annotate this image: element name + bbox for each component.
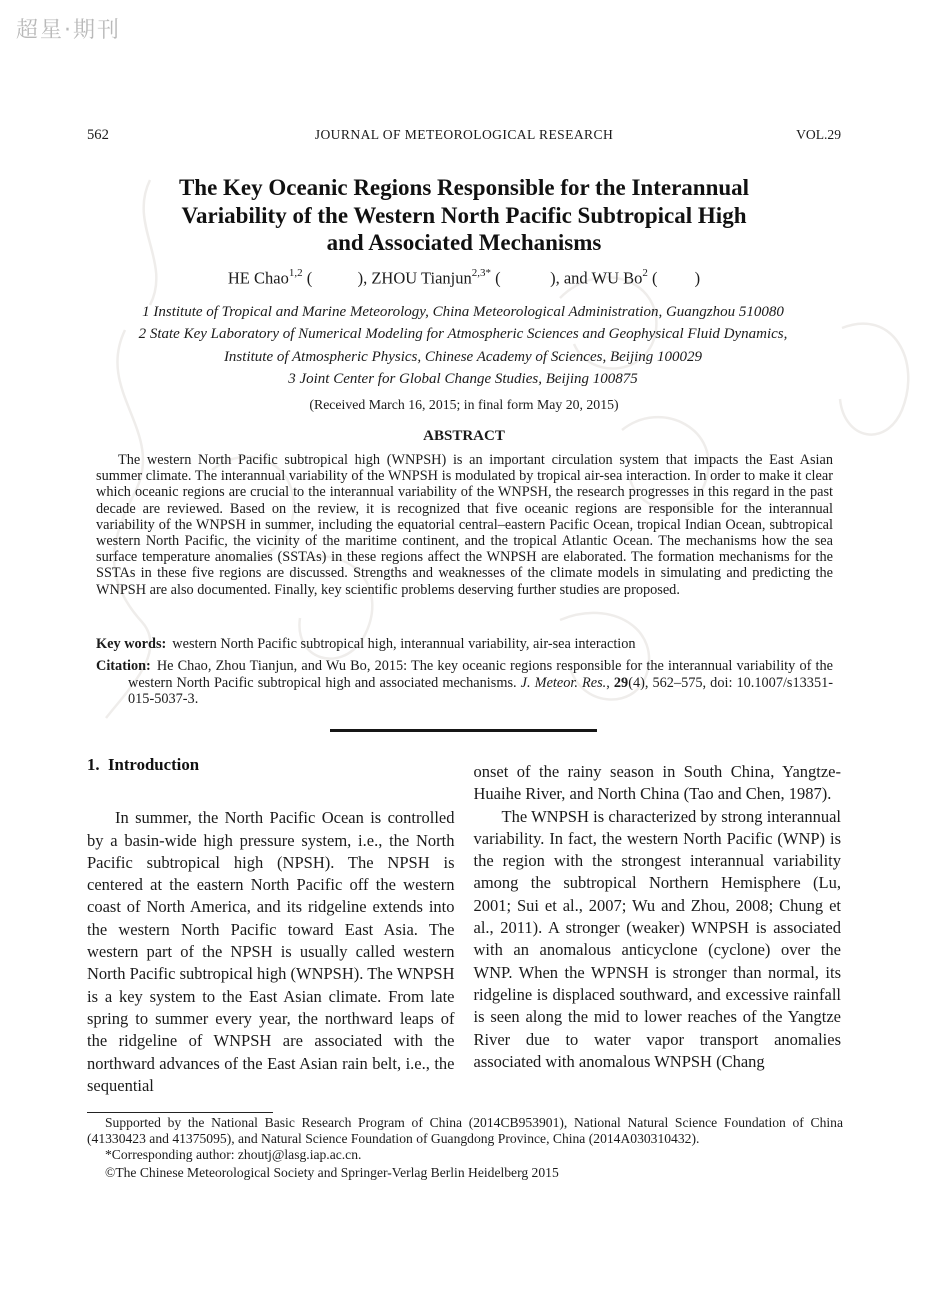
copyright-footnote: ©The Chinese Meteorological Society and Springer-Verlag Berlin Heidelberg 2015 <box>105 1165 559 1181</box>
volume-label: VOL.29 <box>796 127 841 142</box>
affiliation-3: 3 Joint Center for Global Change Studies, Beijing 100875 <box>288 371 638 388</box>
author-2-paren: ( ), and <box>490 268 592 288</box>
right-column <box>474 754 842 1097</box>
article-title-line1: The Key Oceanic Regions Responsible for the Interannual <box>178 175 750 200</box>
keywords-line <box>96 636 833 652</box>
author-3-affil-sup: 2 <box>642 267 648 279</box>
intro-paragraph-left: In summer, the North Pacific Ocean is controlled by a basin-wide high pressure system, i.e., the North Pacific subtropical high (NPSH). The NPSH is centered at the eastern North Pacific off the western coast of North America, and its ridgeline extends into the western North Pacific toward East Asia. The western part of the NPSH is usually called western North Pacific subtropical high (WNPSH). The WNPSH is a key system to the East Asian climate. From late spring to summer every year, the northward leaps of the ridgeline of WNPSH are associated with the northward advances of the East Asian rain belt, i.e., the sequential <box>87 808 455 1095</box>
received-dates: (Received March 16, 2015; in final form May 20, 2015) <box>309 397 619 412</box>
running-header <box>87 127 841 144</box>
keywords-label: Key words: <box>96 636 167 652</box>
citation-separator: , <box>606 674 614 691</box>
citation-pages-doi: (4), 562–575, doi: 10.1007/s13351-015-5037-3. <box>128 674 834 707</box>
intro-paragraph-right-continuation: onset of the rainy season in South China, Yangtze-Huaihe River, and North China (Tao and Chen, 1987). <box>473 762 841 804</box>
corresponding-author-footnote: *Corresponding author: zhoutj@lasg.iap.ac.cn. <box>105 1146 362 1162</box>
affiliations <box>58 301 868 391</box>
author-3-paren: ( ) <box>647 268 701 288</box>
left-column <box>87 754 455 1097</box>
article-title-line3: and Associated Mechanisms <box>326 230 602 256</box>
citation-volume: 29 <box>613 674 629 691</box>
journal-title: JOURNAL OF METEOROLOGICAL RESEARCH <box>314 127 614 142</box>
page-number: 562 <box>87 127 109 143</box>
intro-paragraph-right: The WNPSH is characterized by strong interannual variability. In fact, the western North Pacific (WNP) is the region with the strongest interannual variability among the subtropical Northern Hemisphere (Lu, 2001; Sui et al., 2007; Wu and Zhou, 2008; Chung et al., 2011). A stronger (weaker) WNPSH is associated with an anomalous anticyclone (cyclone) over the WNP. When the WPNSH is stronger than normal, its ridgeline is displaced southward, and excessive rainfall is seen along the mid to lower reaches of the Yangtze River due to water vapor transport anomalies associated with anomalous WNPSH (Chang <box>473 806 841 1071</box>
citation-block <box>96 658 833 708</box>
author-1-paren: ( ), <box>302 268 372 288</box>
watermark-brand: 超星·期刊 <box>16 18 121 43</box>
footnotes <box>87 1115 843 1181</box>
article-title-line2: Variability of the Western North Pacific Subtropical High <box>181 202 747 228</box>
citation-journal-name: J. Meteor. Res. <box>520 674 607 691</box>
article-title <box>87 174 841 257</box>
footnote-rule <box>87 1112 273 1113</box>
affiliation-2-line2: Institute of Atmospheric Physics, Chinese Academy of Sciences, Beijing 100029 <box>223 348 703 365</box>
abstract-heading: ABSTRACT <box>423 428 505 444</box>
citation-text: He Chao, Zhou Tianjun, and Wu Bo, 2015: The key oceanic regions responsible for the interannual variability of the western North Pacific subtropical high and associated mechanisms. <box>128 658 833 691</box>
author-line <box>87 268 841 289</box>
author-2-name: ZHOU Tianjun <box>371 268 472 288</box>
keywords-text: western North Pacific subtropical high, interannual variability, air-sea interaction <box>172 636 636 652</box>
abstract-text: The western North Pacific subtropical high (WNPSH) is an important circulation system that impacts the East Asian summer climate. The interannual variability of the WNPSH is modulated by tropical air-sea interaction. In order to make it clear which oceanic regions are crucial to the interannual variability of the WNPSH, the research progresses in this regard in the past decade are reviewed. Based on the review, it is recognized that five oceanic regions are responsible for the interannual variability of the WNPSH in summer, including the equatorial central–eastern Pacific Ocean, tropical Indian Ocean, subtropical western North Pacific, the vicinity of the maritime continent, and the tropical Atlantic Ocean. The mechanisms how the sea surface temperature anomalies (SSTAs) in these regions affect the WNPSH are elaborated. The formation mechanisms for the SSTAs in these five regions are discussed. Strengths and weaknesses of the climate models in simulating and predicting the WNPSH are also documented. Finally, key scientific problems deserving further studies are proposed. <box>96 452 833 598</box>
author-1-name: HE Chao <box>227 268 289 288</box>
author-1-affil-sup: 1,2 <box>288 267 303 279</box>
author-2-affil-sup: 2,3* <box>471 267 491 279</box>
section-separator-rule <box>330 729 597 732</box>
citation-label: Citation: <box>96 658 151 674</box>
affiliation-1: 1 Institute of Tropical and Marine Meteorology, China Meteorological Administration, Guangzhou 510080 <box>142 304 784 320</box>
author-3-name: WU Bo <box>591 268 643 288</box>
section-1-heading: 1. Introduction <box>87 755 200 774</box>
affiliation-2-line1: 2 State Key Laboratory of Numerical Modeling for Atmospheric Sciences and Geophysical Fluid Dynamics, <box>138 326 788 343</box>
funding-footnote: Supported by the National Basic Research Program of China (2014CB953901), National Natural Science Foundation of China (41330423 and 41375095), and Natural Science Foundation of Guangdong Province, China (2014A030310432). <box>87 1115 843 1146</box>
two-column-body <box>87 754 841 1097</box>
